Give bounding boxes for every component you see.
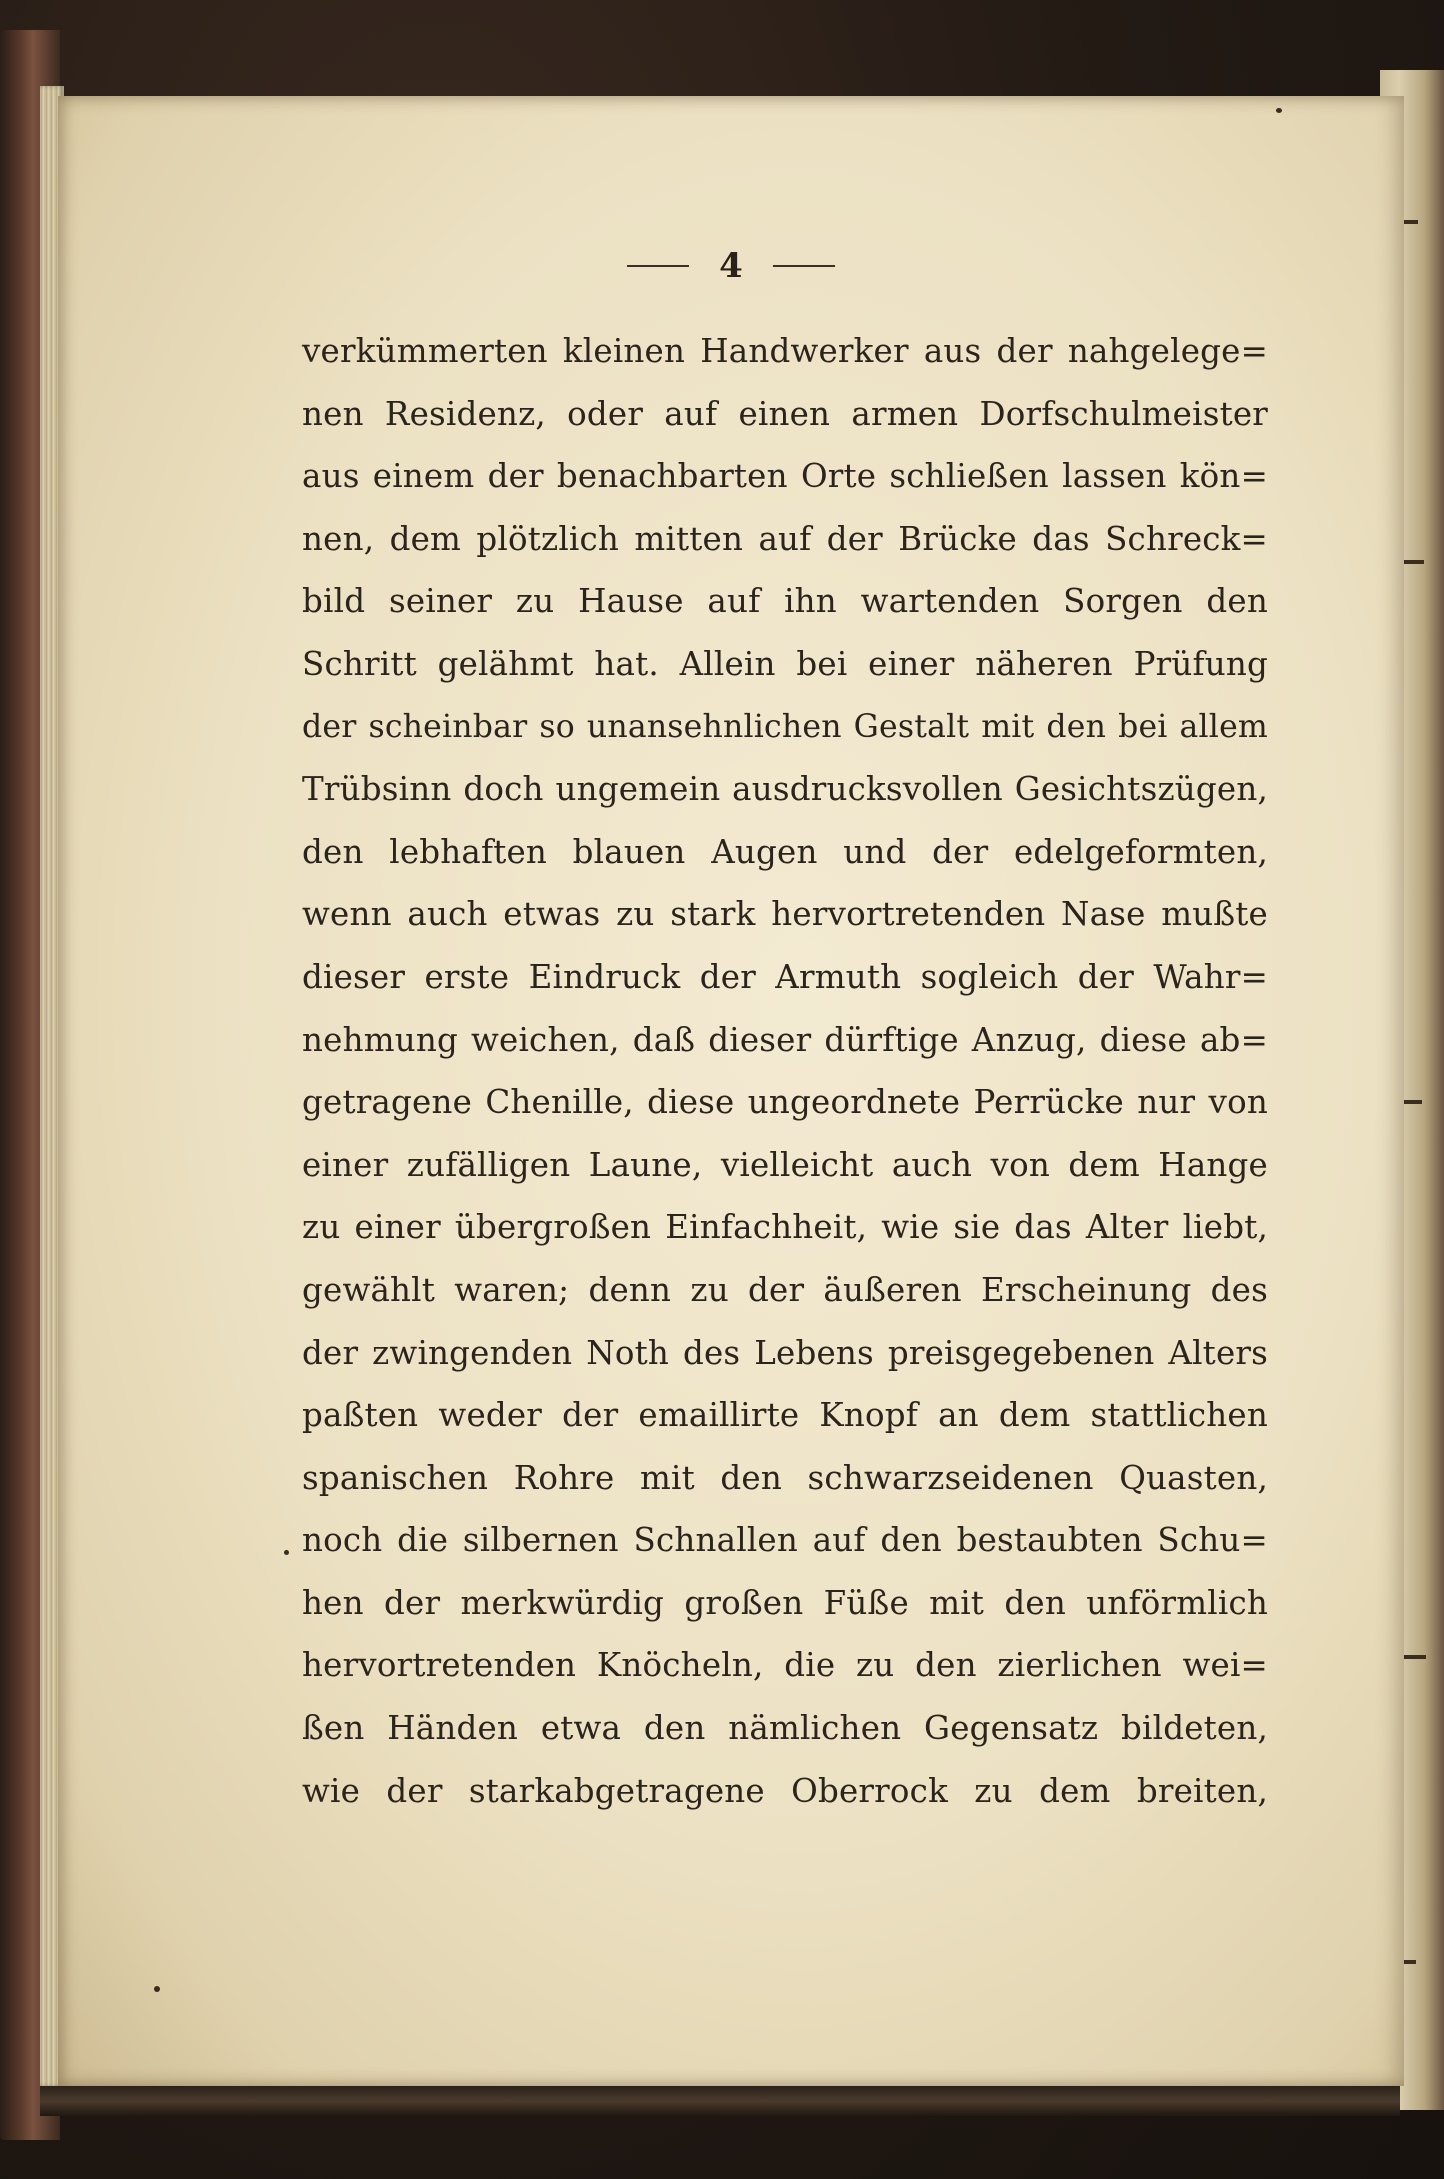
text-line: wie der starkabgetragene Oberrock zu dem breiten, [302, 1771, 1268, 1810]
text-line: Schritt gelähmt hat. Allein bei einer näheren Prüfung [302, 644, 1268, 683]
text-line: nen Residenz, oder auf einen armen Dorfschulmeister [302, 394, 1268, 433]
text-line: der zwingenden Noth des Lebens preisgegebenen Alters [302, 1333, 1268, 1372]
text-line: nehmung weichen, daß dieser dürftige Anzug, diese ab= [302, 1020, 1268, 1059]
text-line: spanischen Rohre mit den schwarzseidenen Quasten, [302, 1458, 1268, 1497]
ink-speck [284, 1550, 289, 1555]
text-line: aus einem der benachbarten Orte schließen lassen kön= [302, 457, 1268, 496]
text-line: noch die silbernen Schnallen auf den bestaubten Schu= [302, 1521, 1268, 1560]
text-line: den lebhaften blauen Augen und der edelgeformten, [302, 832, 1268, 871]
text-line: gewählt waren; denn zu der äußeren Erscheinung des [302, 1270, 1268, 1309]
text-line: der scheinbar so unansehnlichen Gestalt mit den bei allem [302, 708, 1268, 745]
text-line: einer zufälligen Laune, vielleicht auch von dem Hange [302, 1145, 1268, 1184]
edge-mark [1402, 1655, 1426, 1659]
text-line: Trübsinn doch ungemein ausdrucksvollen Gesichtszügen, [302, 770, 1268, 809]
ink-speck [154, 1986, 160, 1992]
body-text [302, 320, 1268, 1822]
text-line: paßten weder der emaillirte Knopf an dem stattlichen [302, 1396, 1268, 1435]
header-rule-right [773, 265, 835, 267]
text-line: ßen Händen etwa den nämlichen Gegensatz bildeten, [302, 1709, 1268, 1748]
text-line: zu einer übergroßen Einfachheit, wie sie das Alter liebt, [302, 1208, 1268, 1247]
text-line: getragene Chenille, diese ungeordnete Perrücke nur von [302, 1083, 1268, 1122]
ink-speck [1276, 108, 1282, 113]
text-line: dieser erste Eindruck der Armuth sogleich der Wahr= [302, 957, 1268, 996]
page-number: 4 [719, 246, 743, 286]
text-line: nen, dem plötzlich mitten auf der Brücke das Schreck= [302, 519, 1268, 558]
text-line: hen der merkwürdig großen Füße mit den unförmlich [302, 1583, 1268, 1622]
text-line: verkümmerten kleinen Handwerker aus der nahgelege= [302, 332, 1268, 370]
header-rule-left [627, 265, 689, 267]
book-page [58, 96, 1404, 2086]
page-header [58, 246, 1404, 286]
text-line: wenn auch etwas zu stark hervortretenden Nase mußte [302, 895, 1268, 934]
text-line: hervortretenden Knöcheln, die zu den zierlichen wei= [302, 1646, 1268, 1685]
book-bottom-edge [40, 2086, 1400, 2116]
text-line: bild seiner zu Hause auf ihn wartenden Sorgen den [302, 582, 1268, 621]
